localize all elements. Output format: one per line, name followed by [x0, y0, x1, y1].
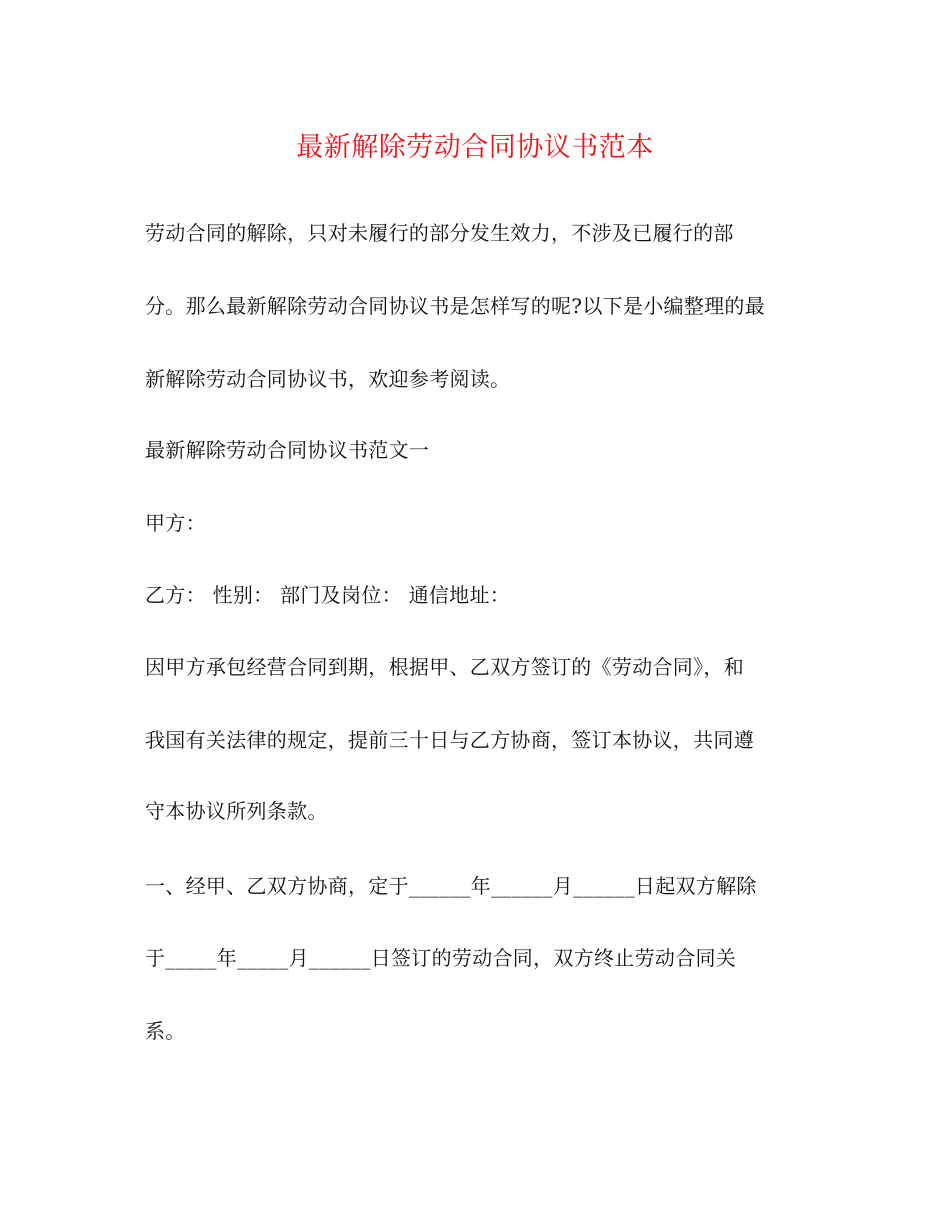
- paragraph-line: 劳动合同的解除，只对未履行的部分发生效力，不涉及已履行的部: [145, 221, 734, 245]
- clause-line: 一、经甲、乙双方协商，定于______年______月______日起双方解除: [145, 874, 757, 898]
- document-title: 最新解除劳动合同协议书范本: [296, 132, 654, 163]
- paragraph-line: 我国有关法律的规定，提前三十日与乙方协商，签订本协议，共同遵: [145, 728, 754, 752]
- paragraph-line: 新解除劳动合同协议书，欢迎参考阅读。: [145, 367, 511, 391]
- paragraph-line: 因甲方承包经营合同到期，根据甲、乙双方签订的《劳动合同》，和: [145, 655, 744, 679]
- party-a-line: 甲方：: [145, 511, 206, 535]
- paragraph-line: 分。那么最新解除劳动合同协议书是怎样写的呢?以下是小编整理的最: [145, 294, 766, 318]
- paragraph-line: 守本协议所列条款。: [145, 799, 328, 823]
- clause-line: 系。: [145, 1019, 186, 1043]
- party-b-line: 乙方： 性别： 部门及岗位： 通信地址：: [145, 583, 511, 607]
- section-heading: 最新解除劳动合同协议书范文一: [145, 438, 430, 462]
- clause-line: 于_____年_____月______日签订的劳动合同，双方终止劳动合同关: [145, 946, 737, 970]
